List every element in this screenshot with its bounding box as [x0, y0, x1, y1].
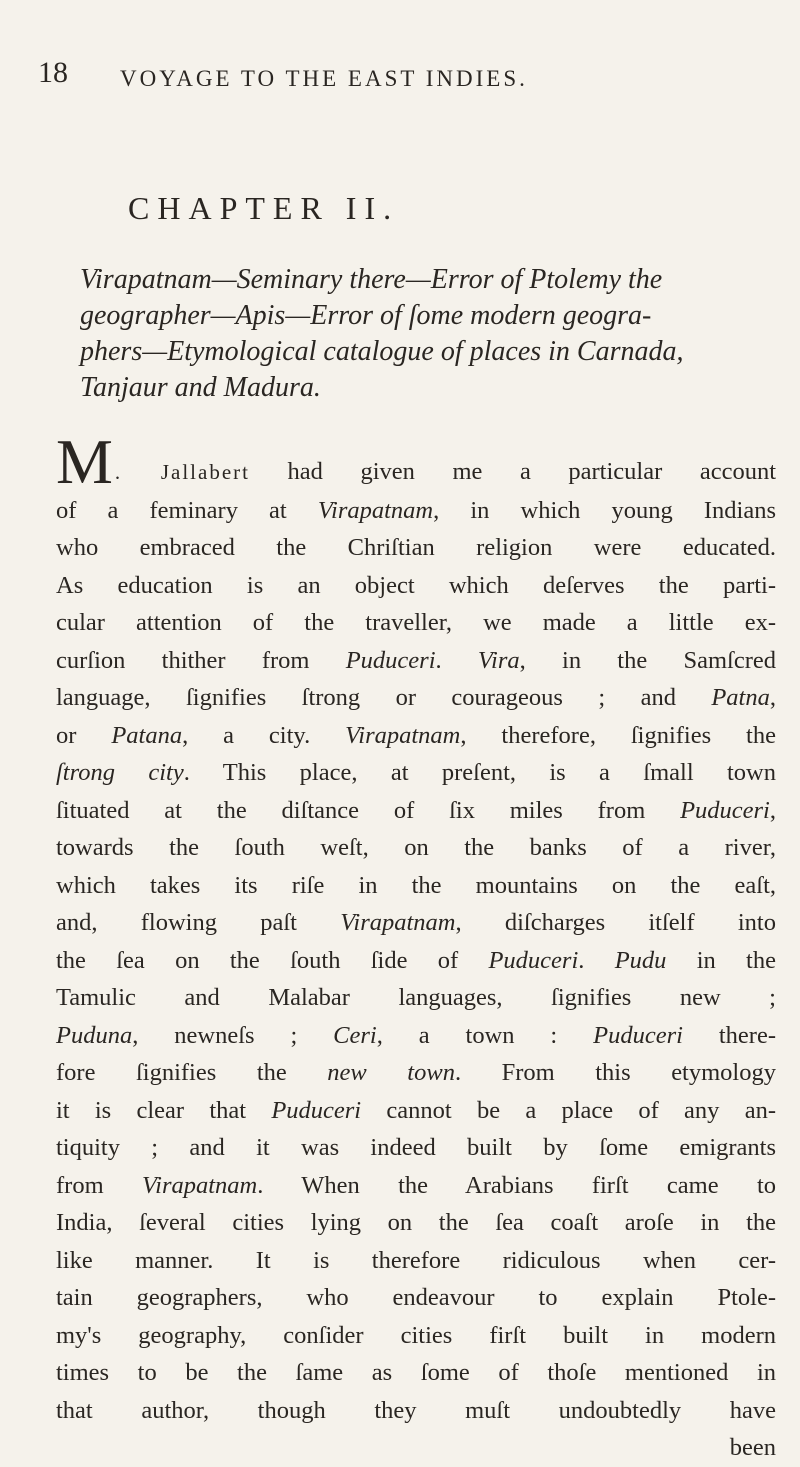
body-line: from Virapatnam. When the Arabians firſt came to: [56, 1171, 777, 1199]
synopsis-line: Tanjaur and Madura.: [80, 372, 321, 403]
italic-term: Patana: [111, 721, 183, 749]
italic-term: Virapatnam: [317, 496, 434, 524]
body-line: and, flowing paſt Virapatnam, diſcharges itſelf into: [56, 909, 776, 936]
body-line: that author, though they muſt undoubtedly have: [56, 1396, 776, 1424]
body-line: been: [729, 1434, 776, 1461]
synopsis-line: geographer—Apis—Error of ſome modern geogra-: [80, 300, 652, 331]
chapter-title: CHAPTER II.: [128, 190, 400, 226]
body-line: India, ſeveral cities lying on the ſea coaſt aroſe in the: [56, 1209, 776, 1236]
body-line: times to be the ſame as ſome of thoſe mentioned in: [56, 1359, 776, 1386]
running-head: [38, 56, 758, 90]
italic-term: Puduceri: [593, 1021, 683, 1049]
body-line: which takes its riſe in the mountains on the eaſt,: [56, 871, 776, 899]
body-line: tain geographers, who endeavour to explain Ptole-: [56, 1284, 776, 1311]
body-line: towards the ſouth weſt, on the banks of a river,: [56, 834, 776, 861]
body-line: [56, 426, 776, 497]
italic-term: Puduna: [56, 1021, 133, 1049]
body-line: tiquity ; and it was indeed built by ſome emigrants: [56, 1134, 776, 1161]
italic-term: Puduceri: [345, 646, 436, 674]
body-line: cular attention of the traveller, we made a little ex-: [56, 609, 776, 636]
body-line: like manner. It is therefore ridiculous when cer-: [56, 1246, 776, 1274]
body-line: Tamulic and Malabar languages, ſignifies new ;: [56, 984, 776, 1011]
italic-term: Patna: [711, 684, 770, 711]
opening-name: . Jallabert: [114, 460, 250, 484]
body-line: curſion thither from Puduceri. Vira, in the Samſcred: [56, 646, 776, 674]
body-line: As education is an object which deſerves the parti-: [56, 571, 776, 599]
italic-term: ſtrong city: [56, 759, 184, 786]
body-line: my's geography, conſider cities firſt built in modern: [56, 1321, 776, 1349]
italic-term: Virapatnam: [141, 1171, 258, 1199]
body-line: Puduna, newneſs ; Ceri, a town : Puduceri there-: [56, 1021, 776, 1049]
italic-term: Pudu: [614, 946, 667, 974]
body-line: who embraced the Chriſtian religion were educated.: [56, 534, 776, 561]
italic-term: Virapatnam: [345, 721, 461, 749]
italic-term: Puduceri: [271, 1096, 362, 1124]
body-line: language, ſignifies ſtrong or courageous ; and Patna,: [56, 684, 776, 711]
synopsis-line: Virapatnam—Seminary there—Error of Ptolemy the: [80, 264, 663, 295]
page-number: 18: [38, 56, 68, 89]
body-text: [56, 426, 777, 1467]
synopsis-line: phers—Etymological catalogue of places in Carnada,: [80, 336, 684, 367]
italic-term: Ceri: [333, 1021, 377, 1049]
body-line: ſtrong city. This place, at preſent, is a ſmall town: [56, 759, 776, 786]
italic-term: new town: [327, 1059, 455, 1086]
chapter-synopsis: [80, 262, 770, 406]
body-line: the ſea on the ſouth ſide of Puduceri. Pudu in the: [56, 946, 776, 974]
italic-term: Virapatnam: [340, 909, 456, 936]
italic-term: Puduceri: [488, 946, 579, 974]
body-line: ſituated at the diſtance of ſix miles from Puduceri,: [56, 796, 776, 824]
body-line-text: had given me a particular account: [249, 458, 776, 485]
italic-term: Vira: [477, 646, 520, 674]
body-line: or Patana, a city. Virapatnam, therefore, ſignifies the: [56, 721, 776, 749]
body-line: of a feminary at Virapatnam, in which young Indians: [56, 496, 776, 524]
running-title: VOYAGE TO THE EAST INDIES.: [120, 66, 528, 91]
body-line: it is clear that Puduceri cannot be a place of any an-: [56, 1096, 776, 1124]
body-line: fore ſignifies the new town. From this etymology: [56, 1059, 776, 1086]
drop-initial: M: [56, 426, 113, 497]
italic-term: Puduceri: [680, 796, 770, 824]
